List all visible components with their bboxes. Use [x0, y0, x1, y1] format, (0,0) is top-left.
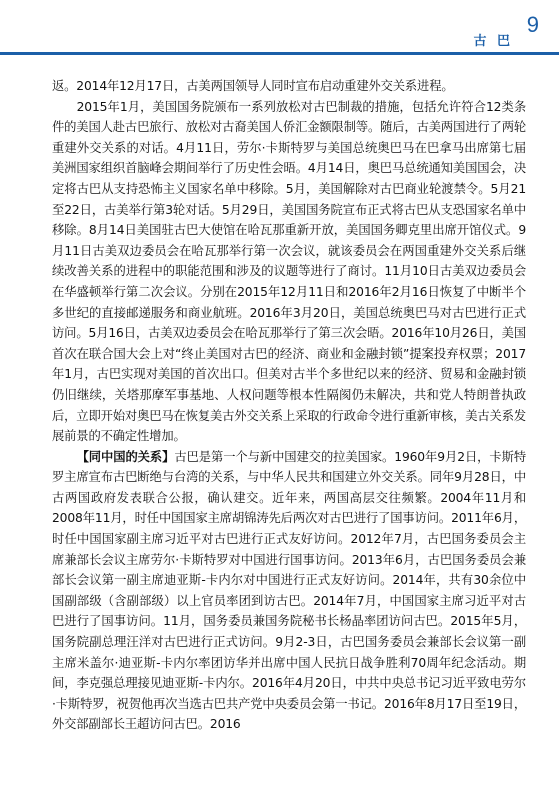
body-text	[52, 76, 526, 735]
paragraph-continuation: 返。2014年12月17日，古美两国领导人同时宣布启动重建外交关系进程。	[52, 79, 454, 93]
china-relations-text: 古巴是第一个与新中国建交的拉美国家。1960年9月2日，卡斯特罗主席宣布古巴断绝与台湾的关系，与中华人民共和国建立外交关系。同年9月28日，中古两国政府发表联合公报，确认建交。近年来，两国高层交往频繁。2004年11月和2008年11月，时任中国国家主席胡锦涛先后两次对古巴进行了国事访问。2011年6月，时任中国国家副主席习近平对古巴进行正式友好访问。2012年7月，古巴国务委员会主席兼部长会议主席劳尔·卡斯特罗对中国进行国事访问。2013年6月，古巴国务委员会兼部长会议第一副主席迪亚斯-卡内尔对中国进行正式友好访问。2014年，共有30余位中国副部级（含副部级）以上官员率团到访古巴。2014年7月，中国国家主席习近平对古巴进行了国事访问。11月，国务委员兼国务院秘书长杨晶率团访问古巴。2015年5月，国务院副总理汪洋对古巴进行正式访问。9月2-3日，古巴国务委员会兼部长会议第一副主席米盖尔·迪亚斯-卡内尔率团访华并出席中国人民抗日战争胜利70周年纪念活动。期间，李克强总理接见迪亚斯-卡内尔。2016年4月20日，中共中央总书记习近平致电劳尔·卡斯特罗，祝贺他再次当选古巴共产党中央委员会第一书记。	[52, 449, 526, 711]
header-rule	[0, 52, 559, 55]
paragraph-china-relations	[52, 447, 526, 735]
page-header	[0, 0, 559, 64]
page-number: 9	[526, 12, 539, 37]
china-relations-heading: 【同中国的关系】	[76, 449, 175, 464]
paragraph-us-relations: 2015年1月，美国国务院颁布一系列放松对古巴制裁的措施，包括允许符合12类条件的美国人赴古巴旅行、放松对古裔美国人侨汇金额限制等。随后，古美两国进行了两轮重建外交关系的对话。4月11日，劳尔·卡斯特罗与美国总统奥巴马在巴拿马出席第七届美洲国家组织首脑峰会期间举行了历史性会晤。4月14日，奥巴马总统通知美国国会，决定将古巴从支持恐怖主义国家名单中移除。5月，美国解除对古巴商业轮渡禁令。5月21至22日，古美举行第3轮对话。5月29日，美国国务院宣布正式将古巴从支恐国家名单中移除。8月14日美国驻古巴大使馆在哈瓦那重新开放，美国国务卿克里出席开馆仪式。9月11日古美双边委员会在哈瓦那举行第一次会议，就该委员会在两国重建外交关系后继续改善关系的进程中的职能范围和涉及的议题等进行了商讨。11月10日古美双边委员会在华盛顿举行第二次会议。分别在2015年12月11日和2016年2月16日恢复了中断半个多世纪的直接邮递服务和商业航班。2016年3月20日，美国总统奥巴马对古巴进行正式访问。5月16日，古美双边委员会在哈瓦那举行了第三次会晤。2016年10月26日，美国首次在联合国大会上对“终止美国对古巴的经济、商业和金融封锁”提案投弃权票；2017年1月，古巴实现对美国的首次出口。但美对古半个多世纪以来的经济、贸易和金融封锁仍旧继续，关塔那摩军事基地、人权问题等根本性隔阂仍未解决，共和党人特朗普执政后，立即开始对奥巴马在恢复美古外交关系上采取的行政命令进行重新审核，美古关系发展前景的不确定性增加。	[52, 99, 526, 444]
section-title: 古 巴	[473, 34, 513, 49]
paragraph-tail: 2016年8月17日至19日，外交部副部长王超访问古巴。2016	[52, 696, 526, 732]
